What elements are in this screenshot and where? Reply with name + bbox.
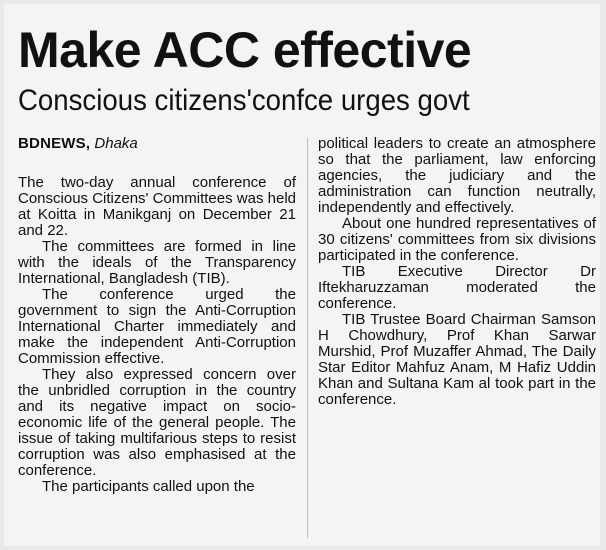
article-paragraph: About one hundred representatives of 30 citizens' committees from six divisions participated in the conference. <box>318 215 596 264</box>
article-column-right <box>318 136 596 408</box>
article-paragraph: TIB Executive Director Dr Iftekharuzzaman moderated the conference. <box>318 263 596 312</box>
byline <box>18 135 138 153</box>
byline-location: Dhaka <box>94 135 138 152</box>
news-clipping <box>4 4 600 546</box>
article-paragraph: The two-day annual conference of Conscious Citizens' Committees was held at Koitta in Manikganj on December 21 and 22. <box>18 174 296 239</box>
article-paragraph: political leaders to create an atmosphere so that the parliament, law enforcing agencies, the judiciary and the administration can function neutrally, independently and effectively. <box>318 135 596 216</box>
subheadline: Conscious citizens'confce urges govt <box>18 84 470 117</box>
article-paragraph: TIB Trustee Board Chairman Samson H Chowdhury, Prof Khan Sarwar Murshid, Prof Muzaffer Ahmad, The Daily Star Editor Mahfuz Anam, M Hafiz Uddin Khan and Sultana Kam al took part in the conference. <box>318 311 596 408</box>
headline: Make ACC effective <box>18 22 472 78</box>
article-paragraph: They also expressed concern over the unbridled corruption in the country and its negative impact on socio-economic life of the general people. The issue of taking multifarious steps to resist corruption was also emphasised at the conference. <box>18 366 296 479</box>
column-divider <box>307 138 308 538</box>
article-paragraph: The conference urged the government to sign the Anti-Corruption International Charter immediately and make the independent Anti-Corruption Commission effective. <box>18 286 296 367</box>
article-paragraph: The committees are formed in line with the ideals of the Transparency International, Bangladesh (TIB). <box>18 238 296 287</box>
article-paragraph: The participants called upon the <box>42 478 255 495</box>
byline-agency: BDNEWS, <box>18 135 91 152</box>
article-column-left <box>18 175 296 495</box>
